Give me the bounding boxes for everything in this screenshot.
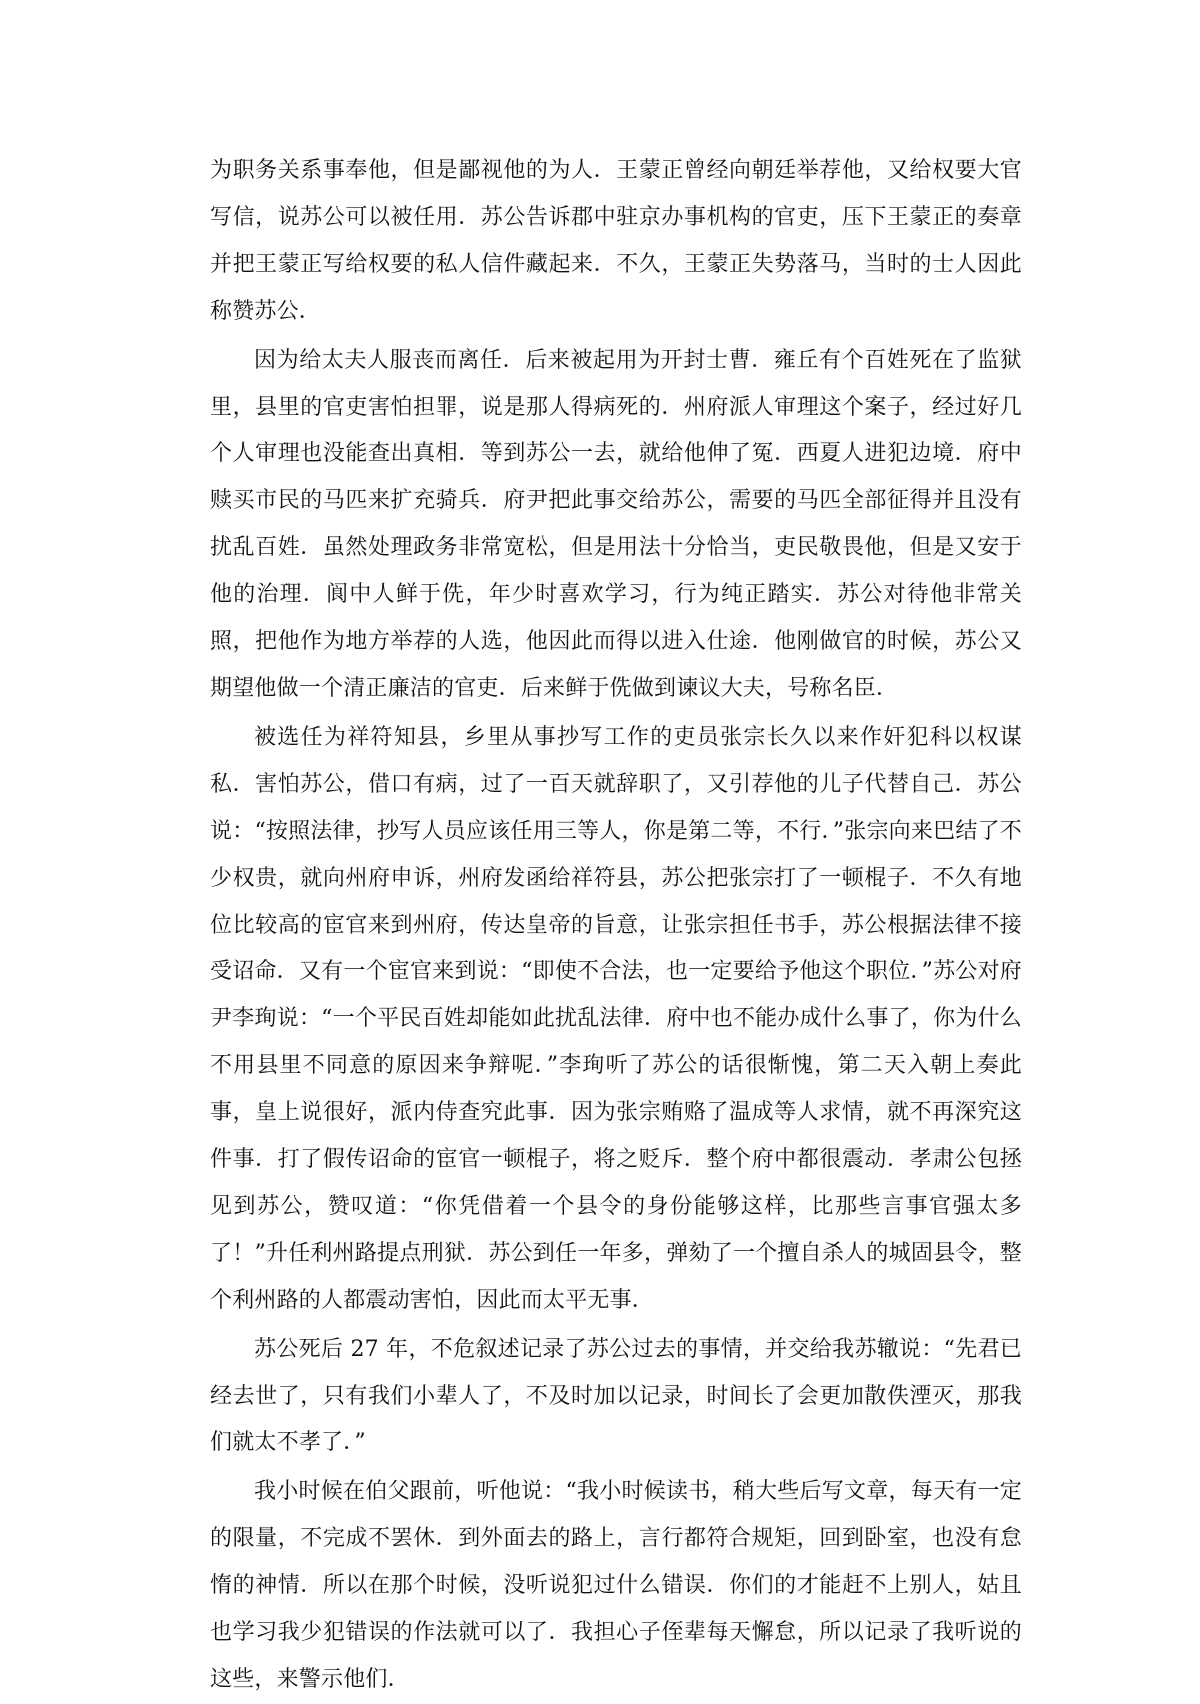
paragraph-2: 因为给太夫人服丧而离任．后来被起用为开封士曹．雍丘有个百姓死在了监狱里，县里的官吏害怕担罪，说是那人得病死的．州府派人审理这个案子，经过好几个人审理也没能查出真相．等到苏公一去，就给他伸了冤．西夏人进犯边境．府中赎买市民的马匹来扩充骑兵．府尹把此事交给苏公，需要的马匹全部征得并且没有扰乱百姓．虽然处理政务非常宽松，但是用法十分恰当，吏民敬畏他，但是又安于他的治理．阆中人鲜于侁，年少时喜欢学习，行为纯正踏实．苏公对待他非常关照，把他作为地方举荐的人选，他因此而得以进入仕途．他刚做官的时候，苏公又期望他做一个清正廉洁的官吏．后来鲜于侁做到谏议大夫，号称名臣． <box>210 347 1022 701</box>
paragraph-4: 苏公死后 27 年，不危叙述记录了苏公过去的事情，并交给我苏辙说：“先君已经去世了，只有我们小辈人了，不及时加以记录，时间长了会更加散佚湮灭，那我们就太不孝了．” <box>210 1336 1022 1456</box>
document-body <box>210 148 1022 1704</box>
paragraph-5: 我小时候在伯父跟前，听他说：“我小时候读书，稍大些后写文章，每天有一定的限量，不完成不罢休．到外面去的路上，言行都符合规矩，回到卧室，也没有怠惰的神情．所以在那个时候，没听说犯过什么错误．你们的才能赶不上别人，姑且也学习我少犯错误的作法就可以了．我担心子侄辈每天懈怠，所以记录了我听说的这些，来警示他们． <box>210 1479 1022 1692</box>
paragraph-3: 被选任为祥符知县，乡里从事抄写工作的吏员张宗长久以来作奸犯科以权谋私．害怕苏公，借口有病，过了一百天就辞职了，又引荐他的儿子代替自己．苏公说：“按照法律，抄写人员应该任用三等人，你是第二等，不行．”张宗向来巴结了不少权贵，就向州府申诉，州府发函给祥符县，苏公把张宗打了一顿棍子．不久有地位比较高的宦官来到州府，传达皇帝的旨意，让张宗担任书手，苏公根据法律不接受诏命．又有一个宦官来到说：“即使不合法，也一定要给予他这个职位．”苏公对府尹李珣说：“一个平民百姓却能如此扰乱法律．府中也不能办成什么事了，你为什么不用县里不同意的原因来争辩呢．”李珣听了苏公的话很惭愧，第二天入朝上奏此事，皇上说很好，派内侍查究此事．因为张宗贿赂了温成等人求情，就不再深究这件事．打了假传诏命的宦官一顿棍子，将之贬斥．整个府中都很震动．孝肃公包拯见到苏公，赞叹道：“你凭借着一个县令的身份能够这样，比那些言事官强太多了！”升任利州路提点刑狱．苏公到任一年多，弹劾了一个擅自杀人的城固县令，整个利州路的人都震动害怕，因此而太平无事． <box>210 724 1022 1313</box>
paragraph-1: 为职务关系事奉他，但是鄙视他的为人．王蒙正曾经向朝廷举荐他，又给权要大官写信，说苏公可以被任用．苏公告诉郡中驻京办事机构的官吏，压下王蒙正的奏章并把王蒙正写给权要的私人信件藏起来．不久，王蒙正失势落马，当时的士人因此称赞苏公． <box>210 158 1022 324</box>
